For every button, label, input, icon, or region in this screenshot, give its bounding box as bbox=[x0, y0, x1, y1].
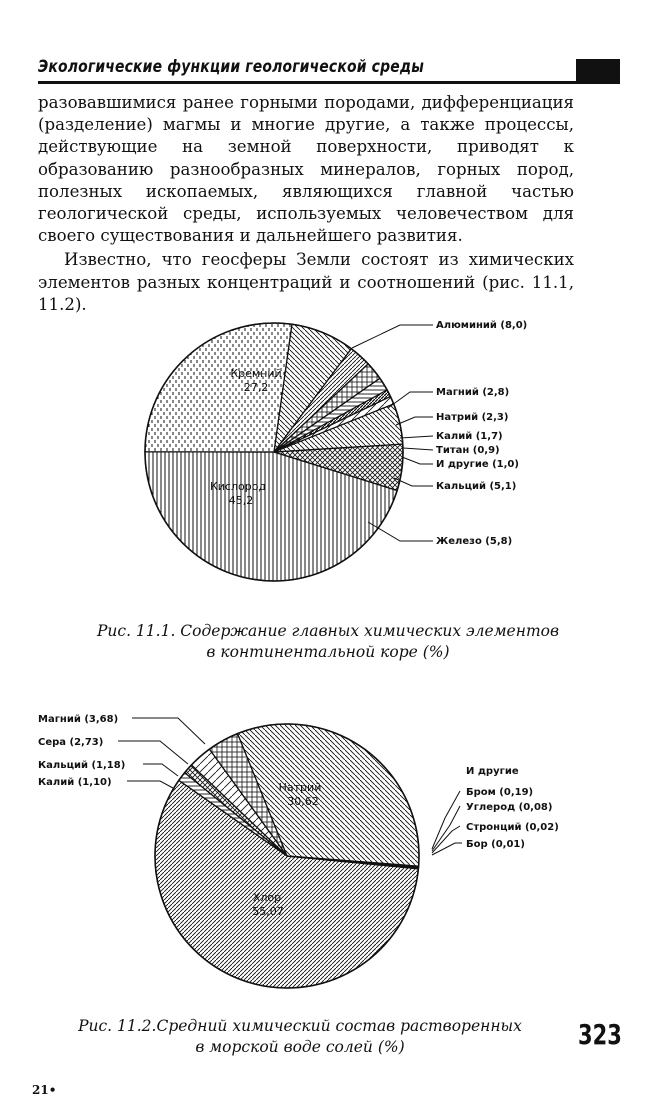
chlorine-name-label: Хлор bbox=[252, 891, 282, 904]
running-header bbox=[38, 57, 620, 84]
label-boron: Бор (0,01) bbox=[466, 839, 525, 850]
leader-potassium bbox=[400, 436, 433, 438]
caption-1-line-2: в континентальной коре (%) bbox=[206, 643, 450, 661]
header-title: Экологические функции геологической среды bbox=[38, 57, 425, 77]
label-titanium: Титан (0,9) bbox=[436, 445, 500, 456]
signature-mark: 21• bbox=[32, 1083, 57, 1097]
leader-calcium-2 bbox=[143, 764, 178, 776]
pie1-slices bbox=[145, 323, 403, 581]
label-calcium-2: Кальций (1,18) bbox=[38, 760, 126, 771]
leader-aluminum bbox=[352, 325, 433, 348]
figure-11-1-caption bbox=[0, 621, 656, 663]
figure-11-2-pie-chart bbox=[0, 700, 656, 1010]
leader-titanium bbox=[403, 448, 433, 450]
label-calcium: Кальций (5,1) bbox=[436, 481, 517, 492]
caption-2-line-1: Рис. 11.2.Средний химический состав растворенных bbox=[78, 1017, 522, 1035]
label-others-title: И другие bbox=[466, 766, 519, 777]
leader-potassium-2 bbox=[127, 781, 173, 788]
header-black-block bbox=[576, 59, 620, 81]
page-number: 323 bbox=[578, 1018, 622, 1051]
leader-magnesium-2 bbox=[132, 718, 205, 744]
caption-2-line-2: в морской воде солей (%) bbox=[195, 1038, 405, 1056]
label-magnesium: Магний (2,8) bbox=[436, 387, 510, 398]
label-sulfur: Сера (2,73) bbox=[38, 737, 104, 748]
leader-sulfur bbox=[118, 741, 188, 764]
leader-others bbox=[402, 457, 433, 464]
silicon-name-label: Кремний bbox=[230, 367, 282, 380]
label-carbon: Углерод (0,08) bbox=[466, 802, 553, 813]
label-strontium: Стронций (0,02) bbox=[466, 822, 559, 833]
label-potassium-2: Калий (1,10) bbox=[38, 777, 112, 788]
chlorine-value-label: 55,07 bbox=[252, 905, 284, 918]
leader-bromine bbox=[432, 791, 460, 849]
oxygen-value-label: 45,2 bbox=[228, 494, 254, 507]
label-aluminum: Алюминий (8,0) bbox=[436, 320, 528, 331]
silicon-value-label: 27,2 bbox=[243, 381, 269, 394]
label-sodium: Натрий (2,3) bbox=[436, 412, 509, 423]
caption-1-line-1: Рис. 11.1. Содержание главных химических элементов bbox=[96, 622, 559, 640]
label-potassium: Калий (1,7) bbox=[436, 431, 503, 442]
oxygen-name-label: Кислород bbox=[209, 480, 267, 493]
leader-sodium bbox=[396, 417, 433, 425]
figure-11-2-caption bbox=[0, 1016, 628, 1058]
pie2-slices bbox=[155, 724, 419, 988]
figure-11-1-pie-chart bbox=[0, 300, 656, 620]
label-iron: Железо (5,8) bbox=[436, 536, 513, 547]
body-text bbox=[38, 92, 574, 316]
pie-slice-silicon bbox=[145, 323, 292, 452]
label-magnesium-2: Магний (3,68) bbox=[38, 714, 119, 725]
label-bromine: Бром (0,19) bbox=[466, 787, 534, 798]
paragraph-1: разовавшимися ранее горными породами, дифференциация (разделение) магмы и многие другие, а также процессы, действующие на земной поверхности, приводят к образованию разнообразных минералов, горных пород, полезных ископаемых, являющихся главной частью геологической среды, используемых человечеством для своего существования и дальнейшего развития. bbox=[38, 93, 574, 246]
sodium-name-label: Натрий bbox=[278, 781, 322, 794]
sodium-value-label: 30,62 bbox=[287, 795, 319, 808]
paragraph-2: Известно, что геосферы Земли состоят из химических элементов разных концентраций и соотношений (рис. 11.1, 11.2). bbox=[38, 250, 574, 314]
label-others: И другие (1,0) bbox=[436, 459, 519, 470]
